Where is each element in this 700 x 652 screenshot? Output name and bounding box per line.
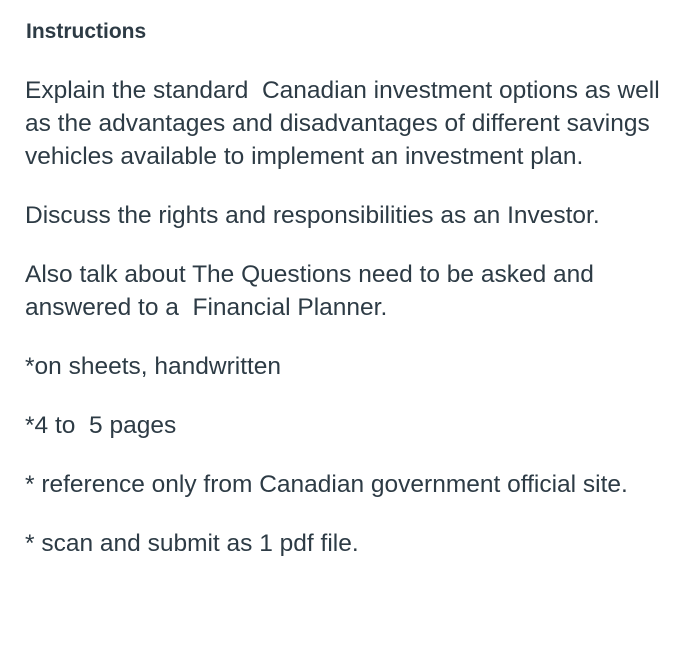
instruction-note-handwritten: *on sheets, handwritten [25, 353, 282, 380]
instructions-heading: Instructions [26, 20, 147, 43]
instruction-paragraph-investment-options: Explain the standard Canadian investment options as well as the advantages and disadvantages of different savings vehicles available to implement an investment plan. [25, 77, 667, 170]
instruction-paragraph-financial-planner-questions: Also talk about The Questions need to be asked and answered to a Financial Planner. [25, 261, 601, 321]
instruction-note-references: * reference only from Canadian government official site. [25, 471, 628, 498]
instruction-note-submission: * scan and submit as 1 pdf file. [25, 530, 359, 557]
instruction-note-page-count: *4 to 5 pages [25, 412, 177, 439]
instruction-paragraph-investor-rights: Discuss the rights and responsibilities as an Investor. [25, 202, 600, 229]
instructions-body [25, 74, 675, 560]
